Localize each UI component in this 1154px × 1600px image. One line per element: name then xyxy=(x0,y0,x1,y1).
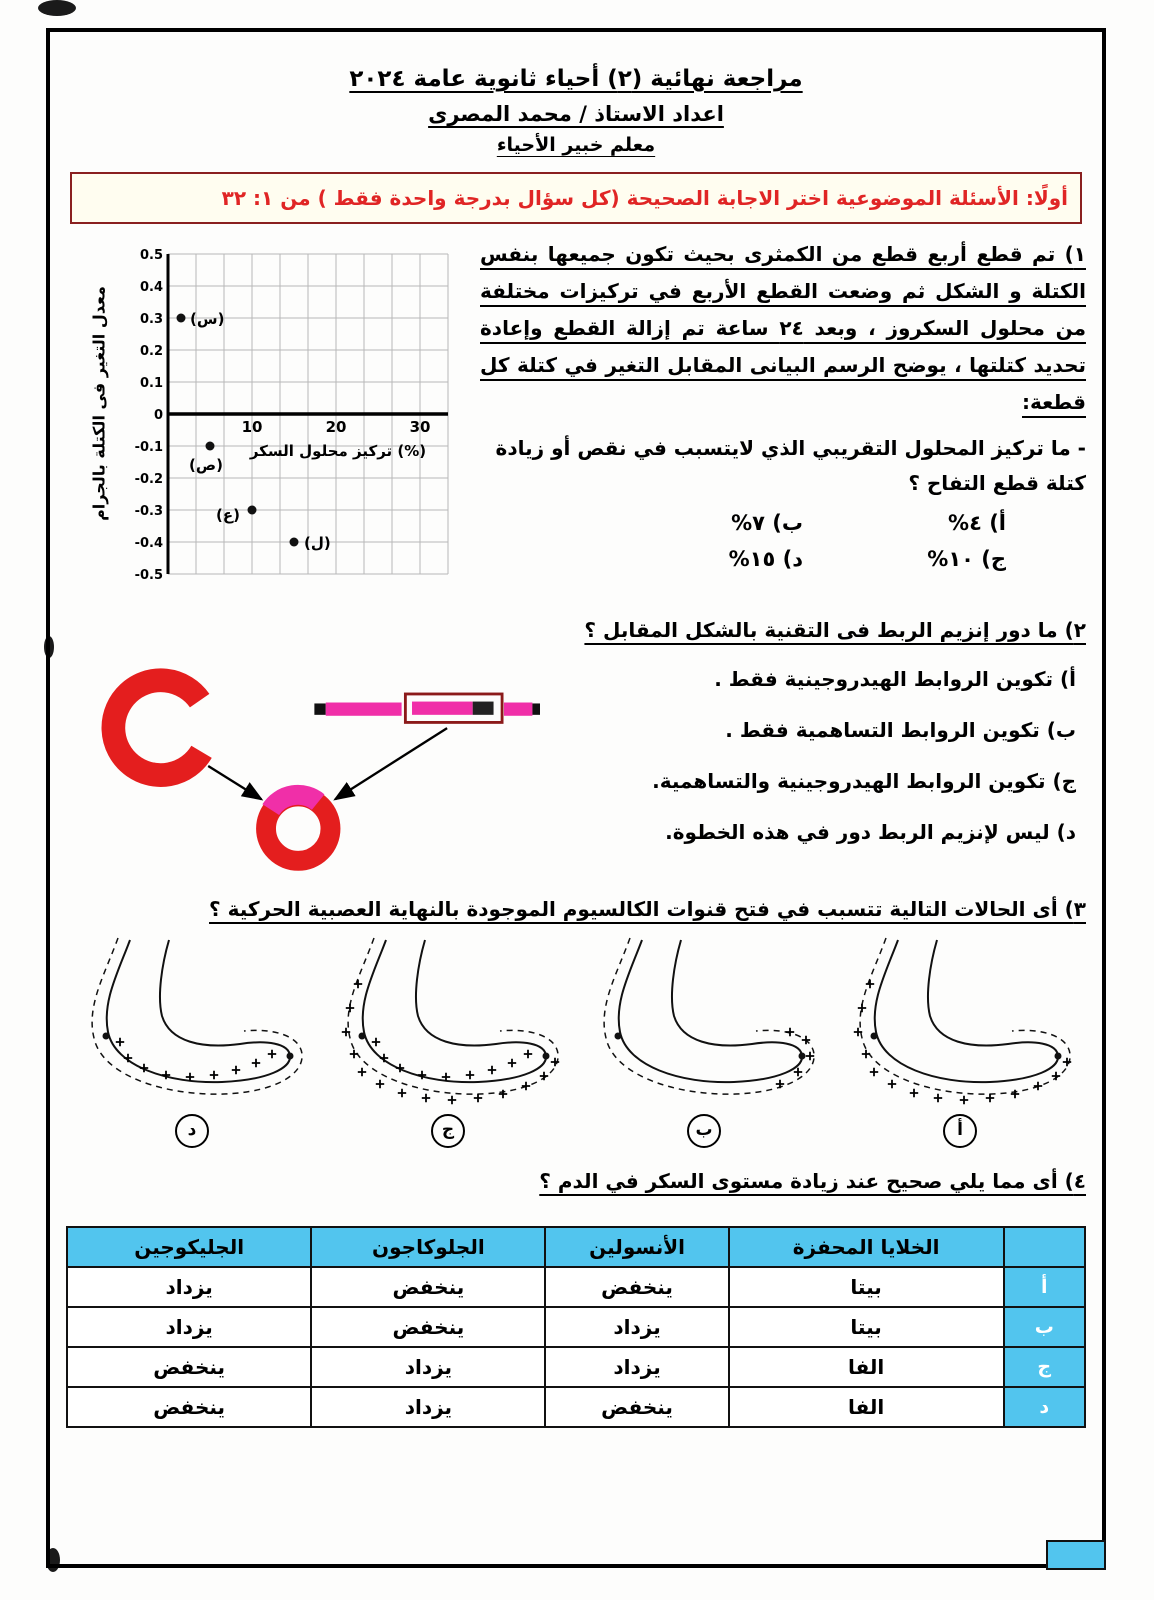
column-header: الأنسولين xyxy=(545,1227,728,1267)
inserted-fragment-arc xyxy=(271,795,318,810)
y-tick: -0.4 xyxy=(134,536,163,551)
neuron-figure-a xyxy=(834,936,1086,1148)
neuron-figure-c xyxy=(322,936,574,1148)
y-tick: 0.4 xyxy=(139,280,163,295)
table-cell: يزداد xyxy=(545,1347,728,1387)
table-cell: يزداد xyxy=(545,1307,728,1347)
option-a: أ) تكوين الروابط الهيدروجينية فقط . xyxy=(714,667,1076,691)
table-cell: ينخفض xyxy=(545,1267,728,1307)
ligase-figure xyxy=(66,651,540,878)
point-label-ain: (ع) xyxy=(216,506,240,524)
table-cell: بيتا xyxy=(729,1267,1004,1307)
x-axis-title: تركيز محلول السكر (%) xyxy=(249,442,427,460)
question-3-heading: ٣) أى الحالات التالية تتسبب في فتح قنوات الكالسيوم الموجودة بالنهاية العصبية الحركية ؟ xyxy=(209,897,1086,921)
neuron-terminal-c xyxy=(324,936,572,1106)
table-cell: يزداد xyxy=(311,1387,545,1427)
option-c: ج) ١٠% xyxy=(927,547,1006,571)
x-tick: 20 xyxy=(325,418,347,436)
y-tick: 0.5 xyxy=(139,248,163,263)
y-tick: 0.3 xyxy=(139,312,163,327)
table-cell: الفا xyxy=(729,1387,1004,1427)
question-1-subquestion: - ما تركيز المحلول التقريبي الذي لايتسبب في نقص أو زيادة كتلة قطع التفاح ؟ xyxy=(495,436,1086,495)
point-label-lam: (ل) xyxy=(304,534,331,552)
table-header-row xyxy=(67,1227,1085,1267)
question-1-text: ١) تم قطع أربع قطع من الكمثرى بحيث تكون جميعها بنفس الكتلة و الشكل ثم وضعت القطع الأربع في تركيزات مختلفة من محلول السكروز ، وبعد ٢٤ ساعة تم إزالة القطع وإعادة تحديد كتلتها ، يوضح الرسم البيانى المقابل التغير في كتلة كل قطعة: xyxy=(480,242,1086,414)
table-row xyxy=(67,1307,1085,1347)
question-1-text-column xyxy=(480,236,1086,571)
q4-table xyxy=(66,1226,1086,1428)
table-row xyxy=(67,1267,1085,1307)
table-cell: يزداد xyxy=(67,1267,311,1307)
plasmid-ligation-diagram xyxy=(66,659,540,874)
option-b: ب) تكوين الروابط التساهمية فقط . xyxy=(725,718,1076,742)
option-a: أ) ٤% xyxy=(948,511,1006,535)
figure-label-a: أ xyxy=(943,1114,977,1148)
question-3 xyxy=(66,892,1086,1148)
mass-change-chart xyxy=(66,242,466,591)
y-tick: 0 xyxy=(153,408,163,423)
column-header: الجليكوجين xyxy=(67,1227,311,1267)
neuron-figure-d xyxy=(66,936,318,1148)
table-cell: بيتا xyxy=(729,1307,1004,1347)
y-tick: -0.5 xyxy=(134,568,163,583)
question-4-heading: ٤) أى مما يلي صحيح عند زيادة مستوى السكر في الدم ؟ xyxy=(539,1169,1086,1193)
y-tick: -0.3 xyxy=(134,504,163,519)
data-point-sad xyxy=(206,442,215,451)
table-cell: ينخفض xyxy=(311,1307,545,1347)
table-cell: ينخفض xyxy=(311,1267,545,1307)
data-point-lam xyxy=(290,538,299,547)
question-1 xyxy=(66,236,1086,591)
figure-label-b: ب xyxy=(687,1114,721,1148)
figure-label-d: د xyxy=(175,1114,209,1148)
page-title: مراجعة نهائية (٢) أحياء ثانوية عامة ٢٠٢٤ xyxy=(349,66,803,92)
table-cell: ينخفض xyxy=(67,1387,311,1427)
option-d: د) ليس لإنزيم الربط دور في هذه الخطوة. xyxy=(665,820,1076,844)
data-point-ain xyxy=(248,506,257,515)
point-label-sin: (س) xyxy=(190,310,225,328)
table-cell: ينخفض xyxy=(545,1387,728,1427)
y-tick: -0.2 xyxy=(134,472,163,487)
x-tick: 30 xyxy=(409,418,431,436)
point-label-sad: (ص) xyxy=(189,456,223,474)
author-line: اعداد الاستاذ / محمد المصرى xyxy=(428,102,724,126)
page-content xyxy=(66,40,1086,1554)
dna-end-cap xyxy=(314,703,325,714)
cut-plasmid-ring xyxy=(113,680,201,775)
chart-y-axis-label: معدل التغير فى الكتلة بالجرام xyxy=(89,286,109,521)
neuron-figures-row xyxy=(66,936,1086,1148)
x-tick: 10 xyxy=(241,418,263,436)
neuron-terminal-a xyxy=(836,936,1084,1106)
question-1-options xyxy=(480,511,1086,571)
dna-fragment-end xyxy=(473,702,494,715)
option-d: د) ١٥% xyxy=(728,547,803,571)
dna-end-cap-right xyxy=(532,703,540,714)
arrow-from-plasmid xyxy=(208,766,261,799)
table-cell: يزداد xyxy=(311,1347,545,1387)
table-row xyxy=(67,1347,1085,1387)
table-cell: يزداد xyxy=(67,1307,311,1347)
y-tick: 0.1 xyxy=(139,376,163,391)
question-2 xyxy=(66,613,1086,878)
y-tick: 0.2 xyxy=(139,344,163,359)
y-tick: -0.1 xyxy=(134,440,163,455)
row-letter: ب xyxy=(1004,1307,1085,1347)
header xyxy=(66,66,1086,156)
question-2-options xyxy=(548,651,1086,844)
dna-strand xyxy=(326,703,402,716)
table-cell: ينخفض xyxy=(67,1347,311,1387)
dna-fragment xyxy=(412,702,473,715)
column-header: الخلايا المحفزة xyxy=(729,1227,1004,1267)
neuron-figure-b xyxy=(578,936,830,1148)
table-corner-cell xyxy=(1004,1227,1085,1267)
row-letter: ج xyxy=(1004,1347,1085,1387)
neuron-terminal-b xyxy=(580,936,828,1106)
arrow-from-fragment xyxy=(335,728,447,799)
figure-label-c: ج xyxy=(431,1114,465,1148)
question-1-chart-column xyxy=(66,236,466,591)
row-letter: أ xyxy=(1004,1267,1085,1307)
table-cell: الفا xyxy=(729,1347,1004,1387)
row-letter: د xyxy=(1004,1387,1085,1427)
question-4 xyxy=(66,1164,1086,1428)
question-2-heading: ٢) ما دور إنزيم الربط فى التقنية بالشكل المقابل ؟ xyxy=(584,618,1086,642)
option-c: ج) تكوين الروابط الهيدروجينية والتساهمية. xyxy=(652,769,1076,793)
teacher-title: معلم خبير الأحياء xyxy=(496,134,656,156)
option-b: ب) ٧% xyxy=(731,511,803,535)
table-row xyxy=(67,1387,1085,1427)
dna-strand-right xyxy=(504,703,532,716)
scatter-chart-svg xyxy=(126,242,466,587)
column-header: الجلوكاجون xyxy=(311,1227,545,1267)
scan-blot xyxy=(38,0,76,16)
data-point-sin xyxy=(177,314,186,323)
neuron-terminal-d xyxy=(68,936,316,1106)
instruction-box: أولًا: الأسئلة الموضوعية اختر الاجابة الصحيحة (كل سؤال بدرجة واحدة فقط ) من ١: ٣٢ xyxy=(70,172,1082,224)
